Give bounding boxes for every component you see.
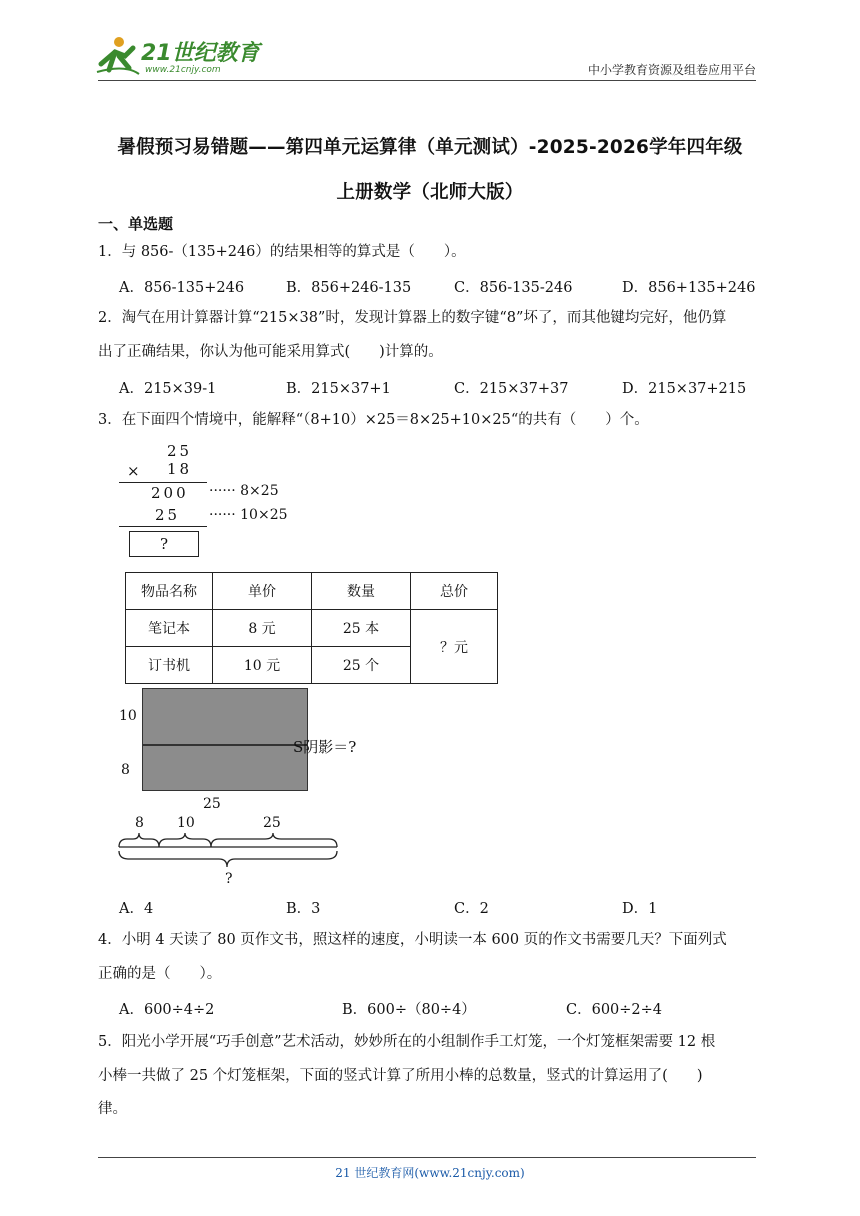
- q1-option-b: B．856+246-135: [286, 280, 412, 296]
- question-1: 1．与 856-（135+246）的结果相等的算式是（ ）。: [98, 244, 466, 260]
- rule-line-2: [119, 526, 207, 527]
- question-4-line1: 4．小明 4 天读了 80 页作文书，照这样的速度，小明读一本 600 页的作文书需要几天？下面列式: [98, 932, 727, 948]
- logo-text: 21世纪教育: [141, 41, 260, 66]
- table-cell: 25 本: [312, 610, 411, 647]
- question-3: 3．在下面四个情境中，能解释“（8+10）×25＝8×25+10×25“的共有（ ）个。: [98, 412, 649, 428]
- header-divider: [98, 80, 756, 81]
- table-cell: 笔记本: [126, 610, 213, 647]
- table-cell: 10 元: [213, 647, 312, 684]
- rect-label-10: 10: [119, 708, 137, 724]
- logo-url: www.21cnjy.com: [145, 65, 221, 75]
- partial-product-1: 200: [151, 484, 189, 502]
- brace-total-label: ?: [225, 871, 233, 887]
- header-tagline: 中小学教育资源及组卷应用平台: [587, 63, 756, 77]
- q2-option-b: B．215×37+1: [286, 381, 391, 397]
- q2-option-c: C．215×37+37: [454, 381, 569, 397]
- q4-option-b: B．600÷（80÷4）: [342, 1002, 476, 1018]
- section-heading: 一、单选题: [98, 215, 174, 233]
- table-header: 总价: [411, 573, 498, 610]
- q2-option-a: A．215×39-1: [119, 381, 217, 397]
- shaded-area-label: S阴影＝?: [293, 738, 357, 756]
- table-header: 数量: [312, 573, 411, 610]
- q3-option-a: A．4: [119, 901, 154, 917]
- question-2-line2: 出了正确结果，你认为他可能采用算式( )计算的。: [98, 344, 443, 360]
- answer-box: ?: [129, 531, 199, 557]
- question-4-line2: 正确的是（ ）。: [98, 966, 222, 982]
- q2-option-d: D．215×37+215: [622, 381, 747, 397]
- partial-note-1: ······ 8×25: [209, 483, 279, 499]
- partial-product-2: 25: [155, 506, 181, 524]
- page-title-line1: 暑假预习易错题——第四单元运算律（单元测试）-2025-2026学年四年级: [117, 137, 743, 158]
- segment-brace-figure: [115, 815, 345, 887]
- table-cell: 8 元: [213, 610, 312, 647]
- question-5-line3: 律。: [98, 1101, 127, 1117]
- q1-option-d: D．856+135+246: [622, 280, 756, 296]
- table-cell: 订书机: [126, 647, 213, 684]
- seg-label-10: 10: [177, 815, 195, 831]
- multiplier: 18: [167, 460, 193, 478]
- brace-lines: [115, 829, 345, 875]
- q4-option-c: C．600÷2÷4: [566, 1002, 663, 1018]
- question-2-line1: 2．淘气在用计算器计算“215×38”时，发现计算器上的数字键“8”坏了，而其他键均完好，他仍算: [98, 310, 727, 326]
- table-header: 物品名称: [126, 573, 213, 610]
- seg-label-25: 25: [263, 815, 281, 831]
- page-title-line2: 上册数学（北师大版）: [336, 182, 524, 203]
- rect-bottom: [142, 745, 308, 791]
- vertical-multiplication-figure: [117, 440, 297, 562]
- logo: [95, 34, 265, 82]
- footer-divider: [98, 1157, 756, 1158]
- table-total-cell: ？元: [411, 610, 498, 684]
- table-cell: 25 个: [312, 647, 411, 684]
- q1-option-a: A．856-135+246: [119, 280, 245, 296]
- question-5-line2: 小棒一共做了 25 个灯笼框架，下面的竖式计算了所用小棒的总数量，竖式的计算运用了( ): [98, 1068, 703, 1084]
- rect-label-8: 8: [121, 762, 130, 778]
- rectangle-area-figure: [115, 686, 375, 816]
- rect-top: [142, 688, 308, 745]
- table-header: 单价: [213, 573, 312, 610]
- times-sign: ×: [127, 462, 140, 480]
- partial-note-2: ······ 10×25: [209, 507, 288, 523]
- q1-option-c: C．856-135-246: [454, 280, 573, 296]
- multiplicand: 25: [167, 442, 193, 460]
- q3-option-b: B．3: [286, 901, 321, 917]
- q3-option-d: D．1: [622, 901, 658, 917]
- seg-label-8: 8: [135, 815, 144, 831]
- q3-option-c: C．2: [454, 901, 489, 917]
- q4-option-a: A．600÷4÷2: [119, 1002, 215, 1018]
- question-5-line1: 5．阳光小学开展“巧手创意”艺术活动，妙妙所在的小组制作手工灯笼，一个灯笼框架需要 12 根: [98, 1034, 716, 1050]
- price-table: [125, 572, 498, 684]
- rect-label-25: 25: [203, 796, 221, 812]
- rule-line-1: [119, 482, 207, 483]
- footer-text: 21 世纪教育网(www.21cnjy.com): [335, 1166, 525, 1180]
